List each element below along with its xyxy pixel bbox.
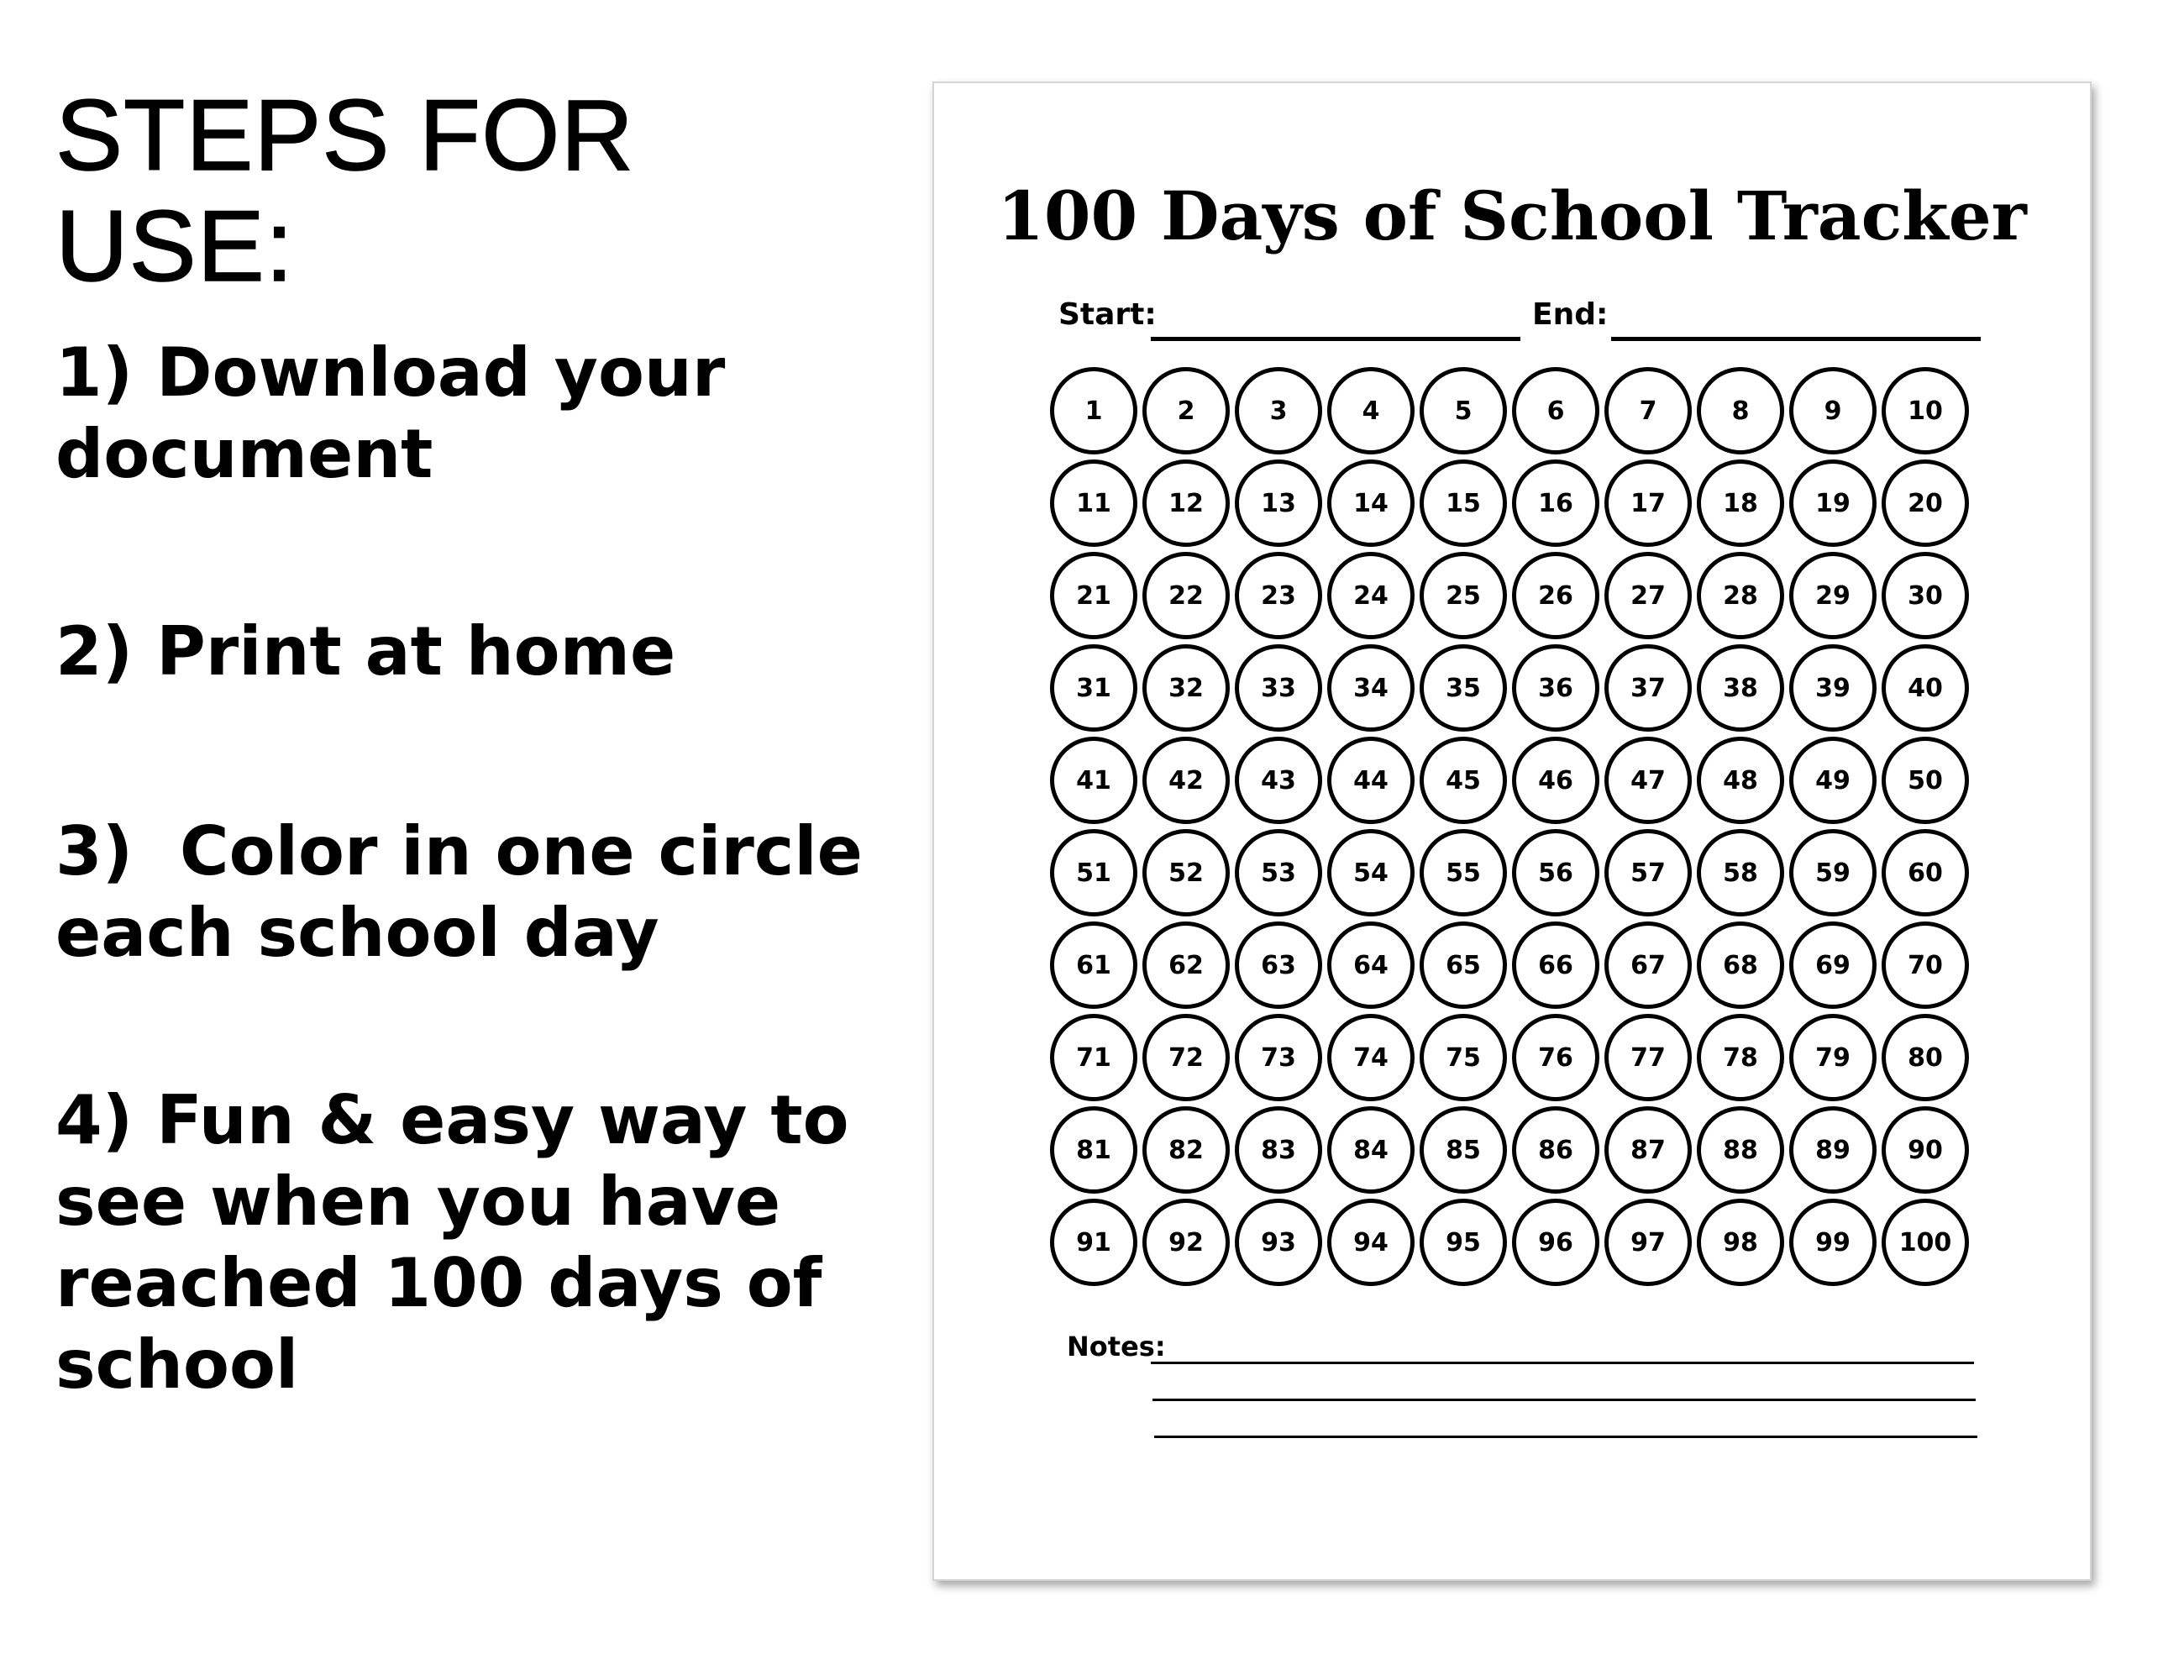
day-circle[interactable]: 12 — [1142, 459, 1230, 547]
day-circle[interactable]: 54 — [1327, 829, 1415, 916]
day-circle[interactable]: 41 — [1050, 737, 1137, 824]
day-circle[interactable]: 21 — [1050, 552, 1137, 639]
day-circle[interactable]: 27 — [1604, 552, 1692, 639]
day-circle[interactable]: 70 — [1882, 921, 1969, 1009]
start-date-line[interactable] — [1151, 337, 1520, 341]
day-circle[interactable]: 95 — [1420, 1199, 1507, 1286]
day-circle[interactable]: 5 — [1420, 367, 1507, 454]
day-circle[interactable]: 91 — [1050, 1199, 1137, 1286]
day-circle[interactable]: 56 — [1512, 829, 1599, 916]
day-circle[interactable]: 84 — [1327, 1106, 1415, 1194]
day-circle[interactable]: 86 — [1512, 1106, 1599, 1194]
day-circle[interactable]: 63 — [1235, 921, 1322, 1009]
day-circle[interactable]: 26 — [1512, 552, 1599, 639]
day-circle[interactable]: 83 — [1235, 1106, 1322, 1194]
day-circle[interactable]: 50 — [1882, 737, 1969, 824]
day-circle[interactable]: 92 — [1142, 1199, 1230, 1286]
end-date-line[interactable] — [1611, 337, 1981, 341]
step-2-text: 2) Print at home — [55, 612, 676, 690]
day-circle[interactable]: 14 — [1327, 459, 1415, 547]
day-circle[interactable]: 47 — [1604, 737, 1692, 824]
day-circle[interactable]: 3 — [1235, 367, 1322, 454]
day-circle[interactable]: 29 — [1789, 552, 1877, 639]
day-circle[interactable]: 100 — [1882, 1199, 1969, 1286]
day-circle[interactable]: 20 — [1882, 459, 1969, 547]
day-circle[interactable]: 67 — [1604, 921, 1692, 1009]
day-circle[interactable]: 43 — [1235, 737, 1322, 824]
day-circle[interactable]: 35 — [1420, 644, 1507, 732]
day-circle[interactable]: 97 — [1604, 1199, 1692, 1286]
day-circle[interactable]: 74 — [1327, 1014, 1415, 1101]
day-circle[interactable]: 8 — [1697, 367, 1784, 454]
day-circle[interactable]: 73 — [1235, 1014, 1322, 1101]
day-circle[interactable]: 78 — [1697, 1014, 1784, 1101]
day-circle[interactable]: 81 — [1050, 1106, 1137, 1194]
day-circle[interactable]: 96 — [1512, 1199, 1599, 1286]
day-circle[interactable]: 15 — [1420, 459, 1507, 547]
day-circle[interactable]: 66 — [1512, 921, 1599, 1009]
day-circle[interactable]: 90 — [1882, 1106, 1969, 1194]
day-circle[interactable]: 68 — [1697, 921, 1784, 1009]
day-circle[interactable]: 18 — [1697, 459, 1784, 547]
day-circle[interactable]: 59 — [1789, 829, 1877, 916]
day-circle[interactable]: 87 — [1604, 1106, 1692, 1194]
day-circle[interactable]: 44 — [1327, 737, 1415, 824]
day-circle[interactable]: 31 — [1050, 644, 1137, 732]
day-circle[interactable]: 1 — [1050, 367, 1137, 454]
day-circle[interactable]: 71 — [1050, 1014, 1137, 1101]
day-circle[interactable]: 79 — [1789, 1014, 1877, 1101]
day-circle[interactable]: 76 — [1512, 1014, 1599, 1101]
day-circle[interactable]: 23 — [1235, 552, 1322, 639]
day-circle[interactable]: 39 — [1789, 644, 1877, 732]
day-circle[interactable]: 24 — [1327, 552, 1415, 639]
day-circle-grid — [1050, 367, 1982, 1291]
day-circle[interactable]: 60 — [1882, 829, 1969, 916]
day-circle[interactable]: 99 — [1789, 1199, 1877, 1286]
day-circle[interactable]: 28 — [1697, 552, 1784, 639]
day-circle[interactable]: 80 — [1882, 1014, 1969, 1101]
day-circle[interactable]: 16 — [1512, 459, 1599, 547]
day-circle[interactable]: 7 — [1604, 367, 1692, 454]
day-circle[interactable]: 82 — [1142, 1106, 1230, 1194]
notes-line-3[interactable] — [1154, 1436, 1977, 1438]
day-circle[interactable]: 93 — [1235, 1199, 1322, 1286]
day-circle[interactable]: 6 — [1512, 367, 1599, 454]
day-circle[interactable]: 11 — [1050, 459, 1137, 547]
day-circle[interactable]: 94 — [1327, 1199, 1415, 1286]
day-circle[interactable]: 4 — [1327, 367, 1415, 454]
day-circle[interactable]: 10 — [1882, 367, 1969, 454]
notes-line-2[interactable] — [1152, 1399, 1976, 1401]
day-circle[interactable]: 64 — [1327, 921, 1415, 1009]
day-circle[interactable]: 37 — [1604, 644, 1692, 732]
day-circle[interactable]: 19 — [1789, 459, 1877, 547]
day-circle[interactable]: 34 — [1327, 644, 1415, 732]
day-circle[interactable]: 45 — [1420, 737, 1507, 824]
day-circle[interactable]: 36 — [1512, 644, 1599, 732]
day-circle[interactable]: 65 — [1420, 921, 1507, 1009]
day-circle[interactable]: 61 — [1050, 921, 1137, 1009]
day-circle[interactable]: 57 — [1604, 829, 1692, 916]
start-label: Start: — [1058, 297, 1157, 332]
day-circle[interactable]: 77 — [1604, 1014, 1692, 1101]
day-circle[interactable]: 52 — [1142, 829, 1230, 916]
tracker-title: 100 Days of School Tracker — [997, 176, 2027, 255]
day-circle[interactable]: 46 — [1512, 737, 1599, 824]
day-circle[interactable]: 9 — [1789, 367, 1877, 454]
day-circle[interactable]: 38 — [1697, 644, 1784, 732]
day-circle[interactable]: 2 — [1142, 367, 1230, 454]
day-circle[interactable]: 40 — [1882, 644, 1969, 732]
day-circle[interactable]: 32 — [1142, 644, 1230, 732]
notes-label: Notes: — [1067, 1331, 1166, 1362]
day-circle[interactable]: 85 — [1420, 1106, 1507, 1194]
day-circle[interactable]: 22 — [1142, 552, 1230, 639]
step-1-text: 1) Download your document — [55, 333, 726, 493]
tracker-page — [932, 81, 2092, 1581]
day-circle[interactable]: 88 — [1697, 1106, 1784, 1194]
day-circle[interactable]: 75 — [1420, 1014, 1507, 1101]
day-circle[interactable]: 42 — [1142, 737, 1230, 824]
step-3-text: 3) Color in one circle each school day — [55, 812, 863, 972]
day-circle[interactable]: 58 — [1697, 829, 1784, 916]
day-circle[interactable]: 72 — [1142, 1014, 1230, 1101]
day-circle[interactable]: 51 — [1050, 829, 1137, 916]
day-circle[interactable]: 69 — [1789, 921, 1877, 1009]
instructions-panel — [55, 79, 895, 1404]
day-circle[interactable]: 49 — [1789, 737, 1877, 824]
day-circle[interactable]: 33 — [1235, 644, 1322, 732]
day-circle[interactable]: 17 — [1604, 459, 1692, 547]
step-4-text: 4) Fun & easy way to see when you have reached 100 days of school — [55, 1081, 849, 1404]
notes-line-1[interactable] — [1151, 1362, 1974, 1364]
day-circle[interactable]: 25 — [1420, 552, 1507, 639]
day-circle[interactable]: 55 — [1420, 829, 1507, 916]
steps-heading: STEPS FOR USE: — [55, 79, 635, 302]
day-circle[interactable]: 30 — [1882, 552, 1969, 639]
day-circle[interactable]: 53 — [1235, 829, 1322, 916]
day-circle[interactable]: 89 — [1789, 1106, 1877, 1194]
day-circle[interactable]: 13 — [1235, 459, 1322, 547]
day-circle[interactable]: 98 — [1697, 1199, 1784, 1286]
day-circle[interactable]: 48 — [1697, 737, 1784, 824]
day-circle[interactable]: 62 — [1142, 921, 1230, 1009]
end-label: End: — [1532, 297, 1609, 332]
